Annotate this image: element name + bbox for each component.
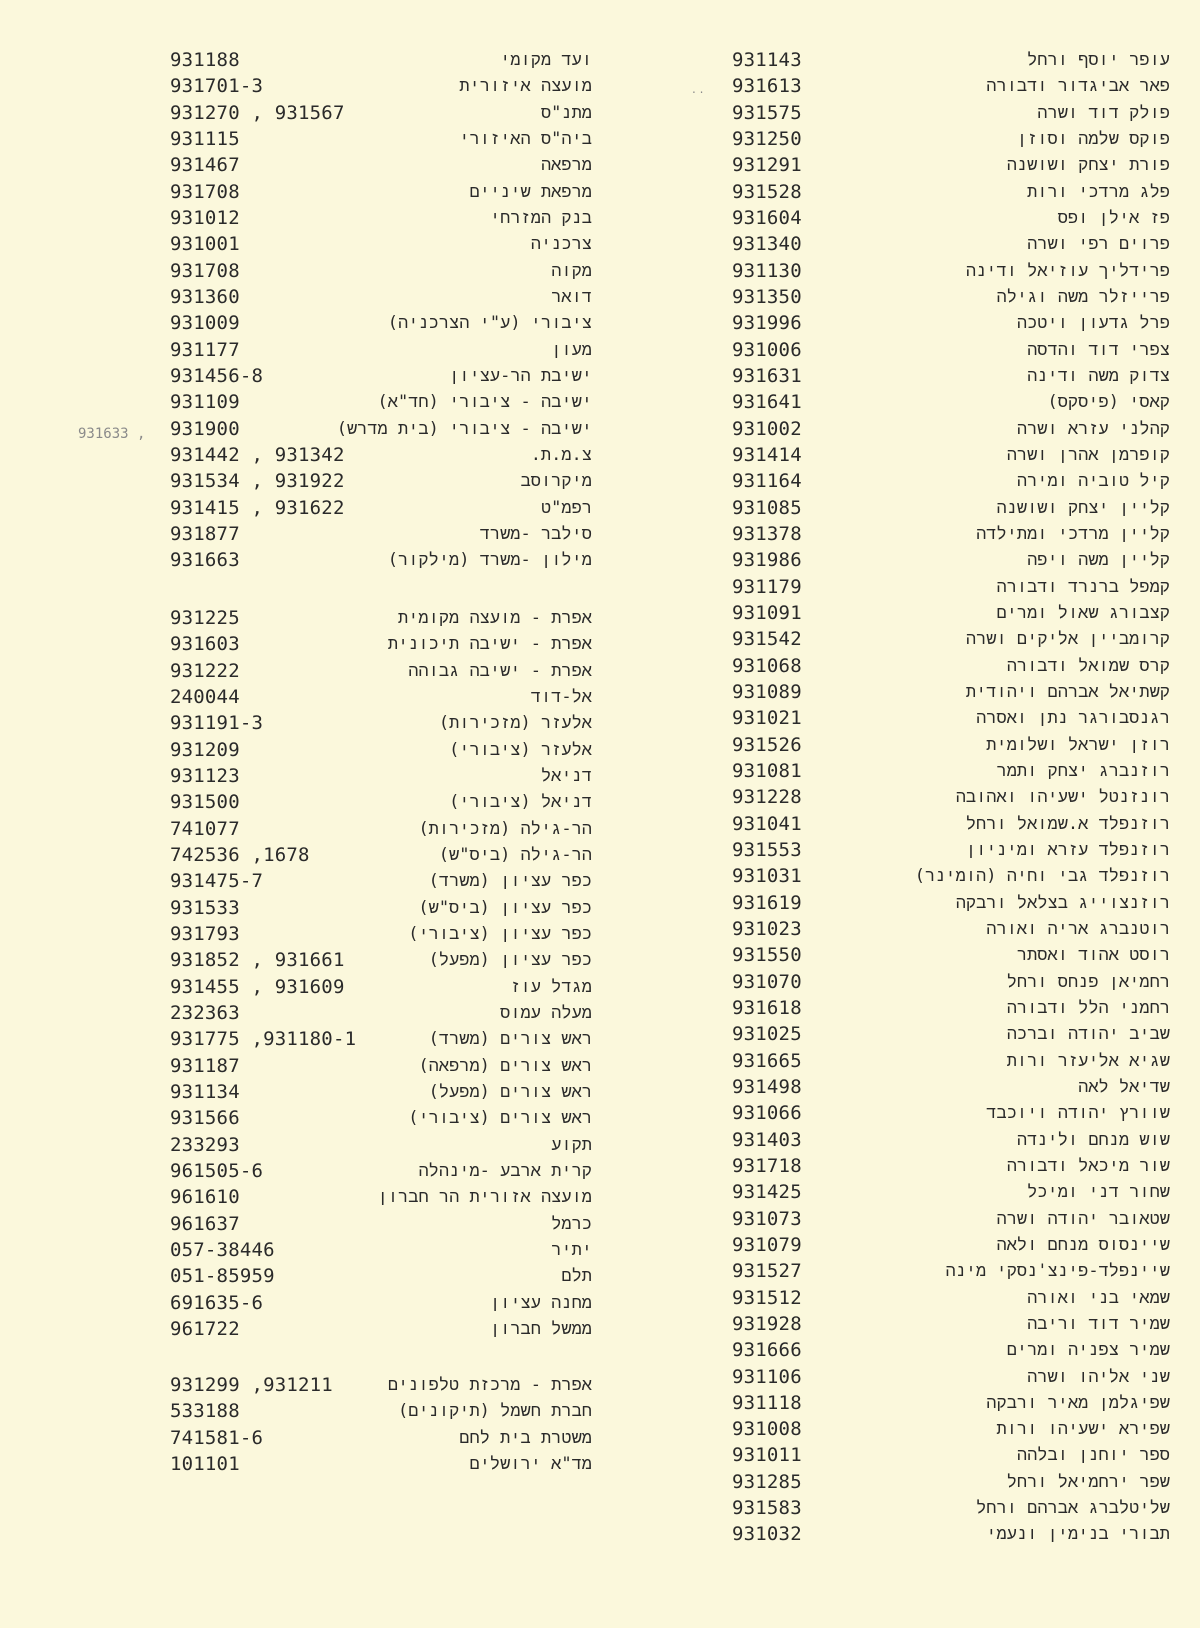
phone-number: 931068 bbox=[732, 654, 802, 677]
institution-name: דניאל bbox=[540, 765, 592, 786]
handwritten-margin-note: 931633 , bbox=[78, 426, 146, 442]
institution-name: תקוע bbox=[551, 1134, 592, 1155]
institution-name: ביה"ס האיזורי bbox=[459, 128, 592, 149]
phone-number: 931360 bbox=[170, 285, 240, 308]
institution-name: מרפאת שיניים bbox=[469, 181, 592, 202]
phone-number: 931002 bbox=[732, 417, 802, 440]
phone-number: 931285 bbox=[732, 1470, 802, 1493]
phone-number: 931877 bbox=[170, 522, 240, 545]
resident-name: שיינפלד-פינצ'נסקי מינה bbox=[945, 1261, 1170, 1282]
resident-name: רוזנפלד גבי וחיה (הומינר) bbox=[914, 866, 1170, 887]
phone-number: 931025 bbox=[732, 1023, 802, 1046]
institution-name: מועצה אזורית הר חברון bbox=[377, 1187, 592, 1208]
phone-number: 931467 bbox=[170, 154, 240, 177]
phone-number: 931566 bbox=[170, 1107, 240, 1130]
phone-number: 931775 ,931180-1 bbox=[170, 1028, 357, 1051]
phone-number: 931085 bbox=[732, 496, 802, 519]
institution-name: כפר עציון (ביס"ש) bbox=[418, 897, 592, 918]
institution-name: מעלה עמוס bbox=[500, 1002, 592, 1023]
institution-name: דואר bbox=[551, 286, 592, 307]
phone-number: 931604 bbox=[732, 206, 802, 229]
phone-number: 931665 bbox=[732, 1049, 802, 1072]
phone-number: 741581-6 bbox=[170, 1426, 264, 1449]
phone-number: 931403 bbox=[732, 1128, 802, 1151]
phone-number: 931299 ,931211 bbox=[170, 1374, 333, 1396]
institution-name: מחנה עציון bbox=[489, 1292, 592, 1313]
phone-number: 931455 , 931609 bbox=[170, 975, 345, 998]
resident-name: פרידליך עוזיאל ודינה bbox=[965, 260, 1170, 281]
phone-number: 931143 bbox=[732, 49, 802, 71]
phone-number: 931164 bbox=[732, 470, 802, 493]
institution-name: כפר עציון (ציבורי) bbox=[408, 923, 592, 944]
phone-number: 931350 bbox=[732, 285, 802, 308]
phone-number: 931996 bbox=[732, 312, 802, 335]
phone-number: 931118 bbox=[732, 1391, 802, 1414]
institution-name: אלעזר (ציבורי) bbox=[449, 739, 592, 760]
phone-number: 931225 bbox=[170, 607, 240, 629]
phone-number: 931031 bbox=[732, 865, 802, 888]
phone-number: 931188 bbox=[170, 49, 240, 71]
phone-number: 691635-6 bbox=[170, 1291, 264, 1314]
resident-name: רוטנברג אריה ואורה bbox=[986, 918, 1170, 939]
resident-name: פרל גדעון ויטכה bbox=[1016, 313, 1170, 334]
phone-number: 931475-7 bbox=[170, 870, 264, 893]
phone-number: 931006 bbox=[732, 338, 802, 361]
resident-name: קליין משה ויפה bbox=[1027, 550, 1170, 571]
resident-name: צפרי דוד והדסה bbox=[1027, 339, 1170, 360]
resident-name: שדיאל לאה bbox=[1078, 1076, 1170, 1097]
institution-name: ראש צורים (ציבורי) bbox=[408, 1108, 592, 1129]
phone-number: 051-85959 bbox=[170, 1265, 275, 1288]
institution-name: אלעזר (מזכירות) bbox=[438, 713, 592, 734]
resident-name: קשתיאל אברהם ויהודית bbox=[965, 681, 1170, 702]
resident-name: רגנסבורגר נתן ואסרה bbox=[976, 708, 1170, 729]
resident-name: קרומביין אליקים ושרה bbox=[965, 629, 1170, 650]
phone-number: 931583 bbox=[732, 1497, 802, 1520]
institution-name: מתנ"ס bbox=[540, 102, 592, 123]
phone-number: 931134 bbox=[170, 1080, 240, 1103]
phone-number: 931179 bbox=[732, 575, 802, 598]
phone-number: 931613 bbox=[732, 75, 802, 98]
phone-number: 931250 bbox=[732, 127, 802, 150]
phone-number: 961722 bbox=[170, 1317, 240, 1340]
phone-number: 931542 bbox=[732, 628, 802, 651]
phone-number: 931270 , 931567 bbox=[170, 101, 345, 124]
resident-name: קיל טוביה ומירה bbox=[1016, 471, 1170, 492]
resident-name: עופר יוסף ורחל bbox=[1027, 50, 1170, 70]
phone-number: 931187 bbox=[170, 1054, 240, 1077]
phone-number: 931073 bbox=[732, 1207, 802, 1230]
phone-number: 931228 bbox=[732, 786, 802, 809]
resident-name: קרס שמואל ודבורה bbox=[1006, 655, 1170, 676]
resident-name: שוורץ יהודה ויוכבד bbox=[986, 1103, 1170, 1124]
resident-name: רוזנפלד א.שמואל ורחל bbox=[965, 813, 1170, 834]
resident-name: שליטלברג אברהם ורחל bbox=[976, 1498, 1170, 1519]
institution-name: ממשל חברון bbox=[489, 1318, 592, 1339]
resident-name: פלג מרדכי ורות bbox=[1027, 181, 1170, 202]
phone-number: 931425 bbox=[732, 1181, 802, 1204]
institution-name: בנק המזרחי bbox=[489, 207, 592, 228]
phone-number: 931008 bbox=[732, 1418, 802, 1441]
institution-name: אפרת - ישיבה תיכונית bbox=[387, 634, 592, 655]
phone-number: 240044 bbox=[170, 685, 240, 708]
stray-marks: . . bbox=[692, 82, 704, 96]
phone-number: 931575 bbox=[732, 101, 802, 124]
institution-name: מקוה bbox=[551, 260, 592, 281]
institution-name: ראש צורים (מפעל) bbox=[428, 1081, 592, 1102]
institution-name: רפמ"ט bbox=[540, 497, 592, 518]
phone-number: 931081 bbox=[732, 759, 802, 782]
institution-name: כפר עציון (משרד) bbox=[428, 871, 592, 892]
resident-name: רוזנברג יצחק ותמר bbox=[996, 760, 1170, 781]
phone-number: 931070 bbox=[732, 970, 802, 993]
institution-name: מגדל עוז bbox=[510, 976, 592, 997]
institution-name: הר-גילה (מזכירות) bbox=[418, 818, 592, 839]
resident-name: רחמיאן פנחס ורחל bbox=[1006, 971, 1170, 992]
resident-name: שפר ירחמיאל ורחל bbox=[1006, 1471, 1170, 1492]
resident-name: רוזן ישראל ושלומית bbox=[986, 734, 1170, 755]
phone-number: 931718 bbox=[732, 1154, 802, 1177]
phone-number: 931442 , 931342 bbox=[170, 443, 345, 466]
phone-number: 931986 bbox=[732, 549, 802, 572]
resident-name: צדוק משה ודינה bbox=[1027, 365, 1170, 386]
institution-name: ישיבת הר-עציון bbox=[449, 365, 592, 386]
resident-name: קמפל ברנרד ודבורה bbox=[996, 576, 1170, 597]
phone-number: 931123 bbox=[170, 764, 240, 787]
phone-number: 931500 bbox=[170, 791, 240, 814]
phone-number: 931032 bbox=[732, 1523, 802, 1546]
resident-name: קליין מרדכי ומתילדה bbox=[976, 523, 1170, 544]
phone-number: 931089 bbox=[732, 680, 802, 703]
resident-name: שגיא אליעזר ורות bbox=[1006, 1050, 1170, 1071]
phone-number: 931498 bbox=[732, 1075, 802, 1098]
phone-number: 931666 bbox=[732, 1339, 802, 1362]
resident-name: רוזנצוייג בצלאל ורבקה bbox=[955, 892, 1170, 913]
phone-number: 931079 bbox=[732, 1233, 802, 1256]
phone-number: 931115 bbox=[170, 127, 240, 150]
phone-number: 931001 bbox=[170, 233, 240, 256]
institution-name: ועד מקומי bbox=[500, 50, 592, 70]
institution-name: משטרת בית לחם bbox=[459, 1427, 592, 1448]
phone-number: 931415 , 931622 bbox=[170, 496, 345, 519]
phone-number: 931852 , 931661 bbox=[170, 949, 345, 972]
phone-number: 931708 bbox=[170, 180, 240, 203]
phone-number: 931023 bbox=[732, 917, 802, 940]
resident-name: שמיר דוד וריבה bbox=[1027, 1313, 1170, 1334]
resident-name: רוסט אהוד ואסתר bbox=[1016, 945, 1170, 966]
phone-number: 931011 bbox=[732, 1444, 802, 1467]
phone-number: 931012 bbox=[170, 206, 240, 229]
institution-name: מעון bbox=[551, 339, 592, 360]
institution-name: מרפאה bbox=[540, 155, 592, 176]
phone-number: 931793 bbox=[170, 922, 240, 945]
phone-number: 931526 bbox=[732, 733, 802, 756]
phone-number: 931527 bbox=[732, 1260, 802, 1283]
resident-name: קהלני עזרא ושרה bbox=[1016, 418, 1170, 439]
phone-number: 931109 bbox=[170, 391, 240, 414]
institution-name: צרכניה bbox=[530, 234, 592, 255]
phone-number: 931533 bbox=[170, 896, 240, 919]
phone-number: 931209 bbox=[170, 738, 240, 761]
resident-name: שחור דני ומיכל bbox=[1027, 1182, 1170, 1203]
phone-number: 741077 bbox=[170, 817, 240, 840]
phone-number: 931041 bbox=[732, 812, 802, 835]
phone-number: 931091 bbox=[732, 601, 802, 624]
resident-name: רונזנטל ישעיהו ואהובה bbox=[955, 787, 1170, 808]
phone-number: 931414 bbox=[732, 443, 802, 466]
phone-number: 931177 bbox=[170, 338, 240, 361]
phone-number: 931663 bbox=[170, 549, 240, 572]
phone-number: 931340 bbox=[732, 233, 802, 256]
phone-number: 931550 bbox=[732, 944, 802, 967]
phone-number: 961610 bbox=[170, 1186, 240, 1209]
resident-name: שפיגלמן מאיר ורבקה bbox=[986, 1392, 1170, 1413]
institution-name: אפרת - מועצה מקומית bbox=[398, 608, 592, 628]
phone-number: 931928 bbox=[732, 1312, 802, 1335]
institution-name: יתיר bbox=[551, 1239, 592, 1260]
resident-name: שביב יהודה וברכה bbox=[1006, 1024, 1170, 1045]
phone-number: 101101 bbox=[170, 1452, 240, 1475]
phone-number: 931378 bbox=[732, 522, 802, 545]
institution-name: קרית ארבע -מינהלה bbox=[418, 1160, 592, 1181]
phone-number: 057-38446 bbox=[170, 1238, 275, 1261]
resident-name: שמאי בני ואורה bbox=[1027, 1287, 1170, 1308]
phone-number: 931534 , 931922 bbox=[170, 470, 345, 493]
resident-name: פז אילן ופס bbox=[1057, 207, 1170, 228]
phone-number: 931641 bbox=[732, 391, 802, 414]
resident-name: פורת יצחק ושושנה bbox=[1006, 155, 1170, 176]
resident-name: שפירא ישעיהו ורות bbox=[996, 1419, 1170, 1440]
resident-name: תבורי בנימין ונעמי bbox=[986, 1524, 1170, 1545]
phone-number: 931456-8 bbox=[170, 364, 264, 387]
institution-name: מיקרוסב bbox=[520, 471, 592, 492]
institution-name: אפרת - מרכזת טלפונים bbox=[387, 1375, 592, 1395]
resident-name: קופרמן אהרן ושרה bbox=[1006, 444, 1170, 465]
phone-number: 931021 bbox=[732, 707, 802, 730]
institution-name: ציבורי (ע"י הצרכניה) bbox=[387, 313, 592, 334]
phone-number: 233293 bbox=[170, 1133, 240, 1156]
phone-number: 961505-6 bbox=[170, 1159, 264, 1182]
phone-number: 742536 ,1678 bbox=[170, 843, 310, 866]
phone-number: 533188 bbox=[170, 1400, 240, 1423]
phone-number: 931631 bbox=[732, 364, 802, 387]
phone-number: 931708 bbox=[170, 259, 240, 282]
institution-name: דניאל (ציבורי) bbox=[449, 792, 592, 813]
resident-name: פרוים רפי ושרה bbox=[1027, 234, 1170, 255]
institution-name: מד"א ירושלים bbox=[469, 1453, 592, 1474]
institution-name: אפרת - ישיבה גבוהה bbox=[408, 660, 592, 681]
resident-name: פאר אביגדור ודבורה bbox=[986, 76, 1170, 97]
phone-number: 931222 bbox=[170, 659, 240, 682]
resident-name: ספר יוחנן ובלהה bbox=[1016, 1445, 1170, 1466]
phone-number: 931191-3 bbox=[170, 712, 264, 735]
phone-number: 931701-3 bbox=[170, 75, 264, 98]
resident-name: רוזנפלד עזרא ומיניון bbox=[965, 839, 1170, 860]
phone-number: 931130 bbox=[732, 259, 802, 282]
resident-name: שוש מנחם ולינדה bbox=[1016, 1129, 1170, 1150]
resident-name: שור מיכאל ודבורה bbox=[1006, 1155, 1170, 1176]
institution-name: חברת חשמל (תיקונים) bbox=[398, 1401, 592, 1422]
phone-number: 931512 bbox=[732, 1286, 802, 1309]
resident-name: שני אליהו ושרה bbox=[1027, 1366, 1170, 1387]
resident-name: קליין יצחק ושושנה bbox=[996, 497, 1170, 518]
resident-name: שמיר צפניה ומרים bbox=[1006, 1340, 1170, 1361]
resident-name: פוקס שלמה וסוזן bbox=[1016, 128, 1170, 149]
resident-name: פולק דוד ושרה bbox=[1037, 102, 1170, 123]
phone-number: 931528 bbox=[732, 180, 802, 203]
phone-number: 931009 bbox=[170, 312, 240, 335]
resident-name: קצבורג שאול ומרים bbox=[996, 602, 1170, 623]
institution-name: מועצה איזורית bbox=[459, 76, 592, 97]
phone-number: 931619 bbox=[732, 891, 802, 914]
phone-number: 931066 bbox=[732, 1102, 802, 1125]
phone-number: 931900 bbox=[170, 417, 240, 440]
phone-number: 232363 bbox=[170, 1001, 240, 1024]
phone-number: 931106 bbox=[732, 1365, 802, 1388]
institution-name: תלם bbox=[561, 1266, 592, 1287]
phone-number: 961637 bbox=[170, 1212, 240, 1235]
institution-name: ישיבה - ציבורי (בית מדרש) bbox=[336, 418, 592, 439]
institution-name: צ.מ.ת. bbox=[530, 444, 592, 465]
phone-number: 931553 bbox=[732, 838, 802, 861]
institution-name: מילון -משרד (מילקור) bbox=[387, 550, 592, 571]
resident-name: שטאובר יהודה ושרה bbox=[996, 1208, 1170, 1229]
institution-name: ישיבה - ציבורי (חד"א) bbox=[377, 392, 592, 413]
phone-number: 931291 bbox=[732, 154, 802, 177]
institution-name: הר-גילה (ביס"ש) bbox=[438, 844, 592, 865]
resident-name: קאסי (פיסקס) bbox=[1047, 392, 1170, 413]
institution-name: סילבר -משרד bbox=[479, 523, 592, 544]
institution-name: ראש צורים (משרד) bbox=[428, 1029, 592, 1050]
phone-number: 931618 bbox=[732, 996, 802, 1019]
institution-name: כרמל bbox=[551, 1213, 592, 1234]
institution-name: כפר עציון (מפעל) bbox=[428, 950, 592, 971]
institution-name: ראש צורים (מרפאה) bbox=[418, 1055, 592, 1076]
resident-name: שיינסוס מנחם ולאה bbox=[996, 1234, 1170, 1255]
phone-number: 931603 bbox=[170, 633, 240, 656]
resident-name: פרייזלר משה וגילה bbox=[996, 286, 1170, 307]
institution-name: אל-דוד bbox=[530, 686, 592, 707]
resident-name: רחמני הלל ודבורה bbox=[1006, 997, 1170, 1018]
